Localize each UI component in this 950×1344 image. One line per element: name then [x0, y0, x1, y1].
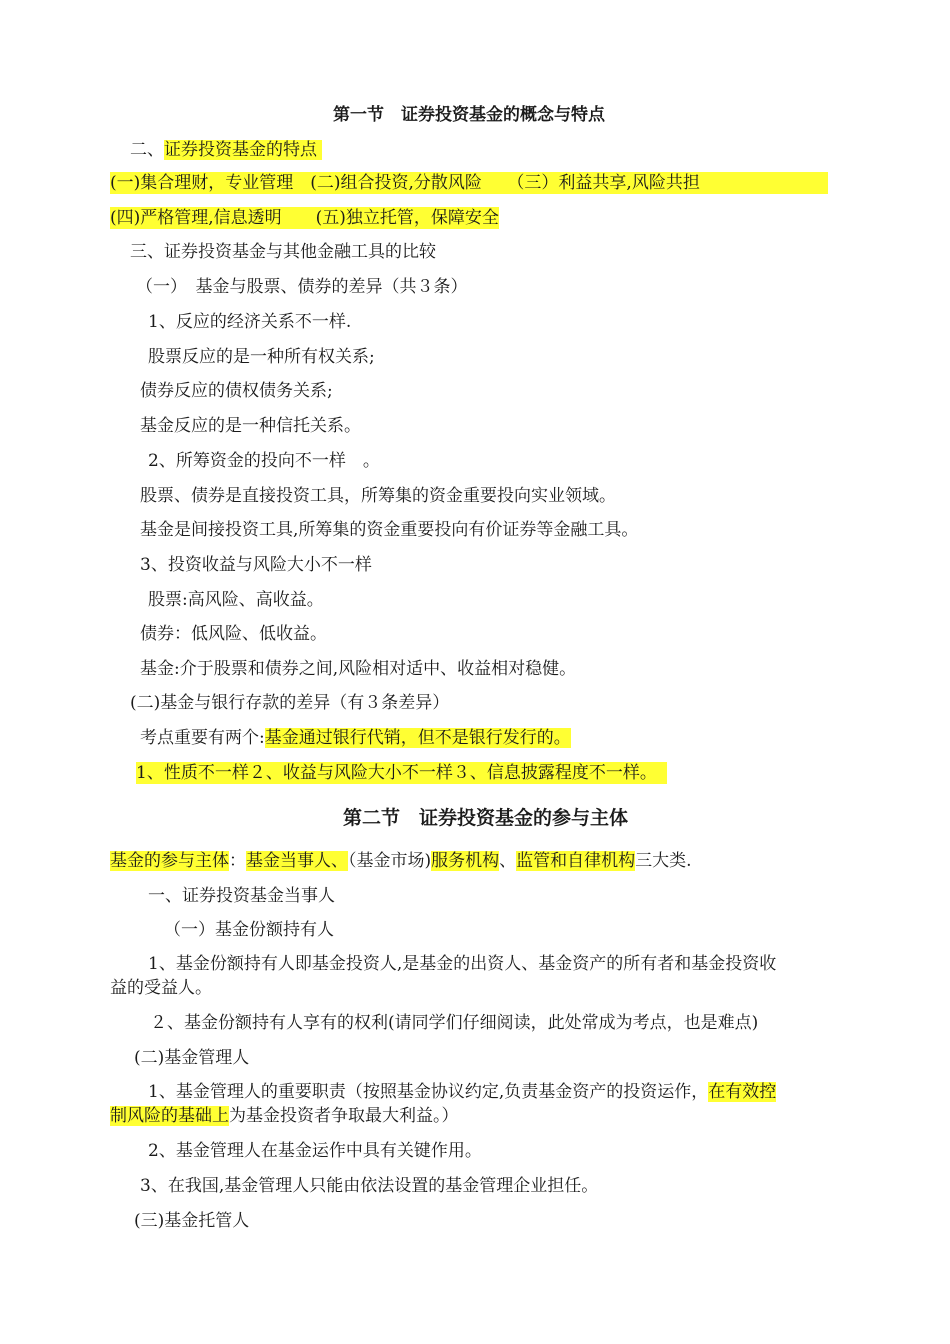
section2-title: 第二节 证券投资基金的参与主体: [343, 807, 629, 829]
intro-plain-1: （基金市场): [348, 851, 432, 871]
intro-hl-2: 基金当事人、: [246, 851, 348, 871]
diff-2: 2、所筹资金的投向不一样 。: [148, 451, 380, 471]
paragraph-features-heading: [130, 139, 322, 161]
participants-intro: [110, 850, 692, 872]
diff-3c: 基金:介于股票和债券之间,风险相对适中、收益相对稳健。: [140, 659, 577, 679]
custodian-heading: (三)基金托管人: [134, 1211, 250, 1231]
intro-colon: ：: [229, 851, 246, 871]
features-row-1: (一)集合理财，专业管理 (二)组合投资,分散风险 （三）利益共享,风险共担: [110, 172, 828, 194]
subheading-bank-deposit: (二)基金与银行存款的差异（有３条差异）: [130, 693, 450, 713]
key-prefix: 考点重要有两个:: [140, 728, 265, 748]
manager-1a: [148, 1081, 776, 1103]
holders-2: ２、基金份额持有人享有的权利(请同学们仔细阅读，此处常成为考点，也是难点): [150, 1013, 759, 1033]
diff-1: 1、反应的经济关系不一样.: [148, 312, 352, 332]
manager-1a-highlight: 在有效控: [708, 1082, 777, 1102]
key-highlight: 基金通过银行代销，但不是银行发行的。: [264, 728, 571, 748]
intro-hl-1: 基金的参与主体: [110, 851, 229, 871]
diff-3a: 股票:高风险、高收益。: [148, 590, 324, 610]
manager-2: 2、基金管理人在基金运作中具有关键作用。: [148, 1141, 482, 1161]
manager-1b-text: 为基金投资者争取最大利益。）: [229, 1106, 459, 1126]
manager-1b: [110, 1105, 459, 1127]
intro-hl-4: 监管和自律机构: [516, 851, 636, 871]
diff-1c: 基金反应的是一种信托关系。: [140, 416, 361, 436]
subheading-stocks-bonds: （一） 基金与股票、债券的差异（共３条）: [136, 277, 468, 297]
diff-1a: 股票反应的是一种所有权关系;: [148, 347, 375, 367]
manager-1b-highlight: 制风险的基础上: [110, 1106, 229, 1126]
holders-heading: （一）基金份额持有人: [164, 920, 334, 940]
manager-heading: (二)基金管理人: [134, 1048, 250, 1068]
comparison-heading: 三、证券投资基金与其他金融工具的比较: [130, 242, 436, 262]
diff-3b: 债券：低风险、低收益。: [140, 624, 327, 644]
features-row-2: (四)严格管理,信息透明 (五)独立托管，保障安全: [110, 208, 499, 228]
intro-hl-3: 服务机构: [431, 851, 500, 871]
highlighted-text: 证券投资基金的特点: [164, 140, 323, 160]
key-list: 1、性质不一样２、收益与风险大小不一样３、信息披露程度不一样。: [136, 762, 667, 784]
parties-heading: 一、证券投资基金当事人: [148, 886, 335, 906]
manager-1a-text: 1、基金管理人的重要职责（按照基金协议约定,负责基金资产的投资运作，: [148, 1082, 709, 1102]
intro-plain-2: 、: [499, 851, 517, 871]
diff-3: 3、投资收益与风险大小不一样: [140, 555, 372, 575]
diff-2b: 基金是间接投资工具,所筹集的资金重要投向有价证券等金融工具。: [140, 520, 639, 540]
holders-1b: 益的受益人。: [110, 978, 212, 998]
key-points: [140, 727, 571, 749]
heading-number: 二、: [130, 140, 164, 160]
diff-2a: 股票、债券是直接投资工具，所筹集的资金重要投向实业领域。: [140, 486, 616, 506]
section1-title: 第一节 证券投资基金的概念与特点: [333, 105, 605, 125]
diff-1b: 债券反应的债权债务关系;: [140, 381, 333, 401]
manager-3: 3、在我国,基金管理人只能由依法设置的基金管理企业担任。: [140, 1176, 599, 1196]
holders-1a: 1、基金份额持有人即基金投资人,是基金的出资人、基金资产的所有者和基金投资收: [148, 954, 777, 974]
intro-plain-3: 三大类.: [635, 851, 692, 871]
